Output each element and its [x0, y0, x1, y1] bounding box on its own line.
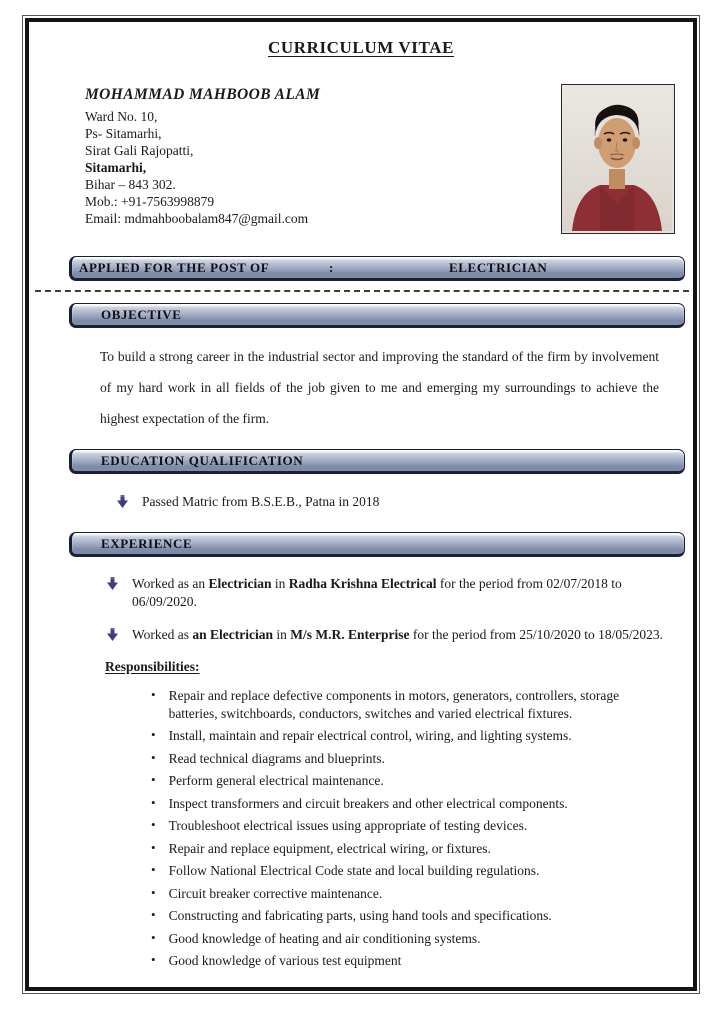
address-line: Ps- Sitamarhi,: [85, 126, 162, 141]
responsibility-text: Constructing and fabricating parts, using hand tools and specifications.: [168, 908, 552, 924]
candidate-name: MOHAMMAD MAHBOOB ALAM: [85, 86, 321, 103]
responsibility-text: Good knowledge of heating and air conditioning systems.: [168, 930, 481, 946]
section-experience-banner: [69, 532, 685, 557]
down-arrow-bullet-icon: [107, 577, 118, 590]
responsibility-item: [151, 817, 663, 835]
responsibility-item: [151, 952, 663, 970]
bullet-dot-icon: •: [151, 952, 156, 968]
applied-post-colon: :: [329, 259, 334, 275]
responsibility-item: [151, 727, 663, 745]
responsibility-text: Repair and replace equipment, electrical wiring, or fixtures.: [168, 840, 491, 856]
portrait-image: [562, 85, 672, 231]
address-block: [85, 108, 320, 193]
section-education-banner: [69, 449, 685, 474]
profile-photo: [561, 84, 675, 234]
responsibility-text: Install, maintain and repair electrical control, wiring, and lighting systems.: [168, 728, 572, 744]
bullet-dot-icon: •: [151, 929, 156, 945]
responsibility-text: Circuit breaker corrective maintenance.: [168, 885, 383, 901]
responsibility-text: Inspect transformers and circuit breakers and other electrical components.: [168, 795, 568, 811]
mobile-number: +91-7563998879: [121, 194, 215, 209]
responsibility-item: [151, 772, 663, 790]
email-label: Email:: [85, 211, 121, 226]
email-line: [85, 210, 320, 227]
responsibility-text: Troubleshoot electrical issues using appropriate of testing devices.: [168, 818, 528, 834]
email-address: mdmahboobalam847@gmail.com: [124, 211, 309, 226]
responsibilities-heading: Responsibilities:: [105, 659, 200, 675]
responsibility-item: [151, 862, 663, 880]
applied-post-label: APPLIED FOR THE POST OF: [79, 259, 270, 275]
bullet-dot-icon: •: [151, 687, 156, 703]
responsibility-text: Perform general electrical maintenance.: [168, 773, 384, 789]
bullet-dot-icon: •: [151, 772, 156, 788]
responsibility-item: [151, 840, 663, 858]
objective-text: To build a strong career in the industrial sector and improving the standard of the firm by involvement of my hard work in all fields of the job given to me and emerging my surroundings to achieve the highest expectation of the firm.: [100, 349, 659, 427]
applied-post-banner: [69, 256, 685, 281]
bullet-dot-icon: •: [151, 839, 156, 855]
down-arrow-bullet-icon: [107, 628, 118, 641]
bullet-dot-icon: •: [151, 749, 156, 765]
address-line: Sitamarhi,: [85, 160, 147, 175]
contact-block: [85, 86, 320, 234]
experience-heading: EXPERIENCE: [101, 535, 193, 551]
experience-item-text: Worked as an Electrician in M/s M.R. Enterprise for the period from 25/10/2020 to 18/05/2023.: [132, 627, 663, 643]
responsibility-text: Read technical diagrams and blueprints.: [168, 750, 385, 766]
bullet-dot-icon: •: [151, 727, 156, 743]
education-item-text: Passed Matric from B.S.E.B., Patna in 2018: [142, 494, 380, 510]
address-line: Bihar – 843 302.: [85, 177, 176, 192]
responsibility-item: [151, 907, 663, 925]
responsibility-item: [151, 795, 663, 813]
address-line: Sirat Gali Rajopatti,: [85, 143, 194, 158]
experience-list: [107, 575, 665, 644]
section-objective-banner: [69, 303, 685, 328]
bullet-dot-icon: •: [151, 794, 156, 810]
experience-item: [107, 626, 665, 644]
responsibilities-list: [151, 687, 663, 970]
responsibility-item: [151, 750, 663, 768]
experience-item-text: Worked as an Electrician in Radha Krishna Electrical for the period from 02/07/2018 to 06/09/2020.: [132, 576, 622, 610]
experience-item: [107, 575, 665, 611]
responsibility-text: Good knowledge of various test equipment: [168, 953, 402, 969]
education-list: [117, 493, 663, 511]
address-line: Ward No. 10,: [85, 109, 158, 124]
responsibility-item: [151, 930, 663, 948]
bullet-dot-icon: •: [151, 862, 156, 878]
down-arrow-bullet-icon: [117, 495, 128, 508]
mobile-line: [85, 193, 320, 210]
bullet-dot-icon: •: [151, 884, 156, 900]
mobile-label: Mob.:: [85, 194, 118, 209]
page-title: CURRICULUM VITAE: [267, 38, 455, 57]
bullet-dot-icon: •: [151, 907, 156, 923]
responsibility-item: [151, 687, 663, 722]
applied-post-value: ELECTRICIAN: [449, 259, 548, 275]
responsibility-item: [151, 885, 663, 903]
education-heading: EDUCATION QUALIFICATION: [101, 452, 304, 468]
education-item: [117, 493, 663, 511]
objective-heading: OBJECTIVE: [101, 306, 182, 322]
bullet-dot-icon: •: [151, 817, 156, 833]
responsibility-text: Follow National Electrical Code state and local building regulations.: [168, 863, 540, 879]
responsibility-text: Repair and replace defective components in motors, generators, controllers, storage batteries, switchboards, conductors, switches and varied electrical fixtures.: [168, 688, 620, 721]
dashed-divider: [35, 290, 689, 292]
cv-page-border: [25, 18, 697, 991]
header-section: [85, 86, 675, 234]
